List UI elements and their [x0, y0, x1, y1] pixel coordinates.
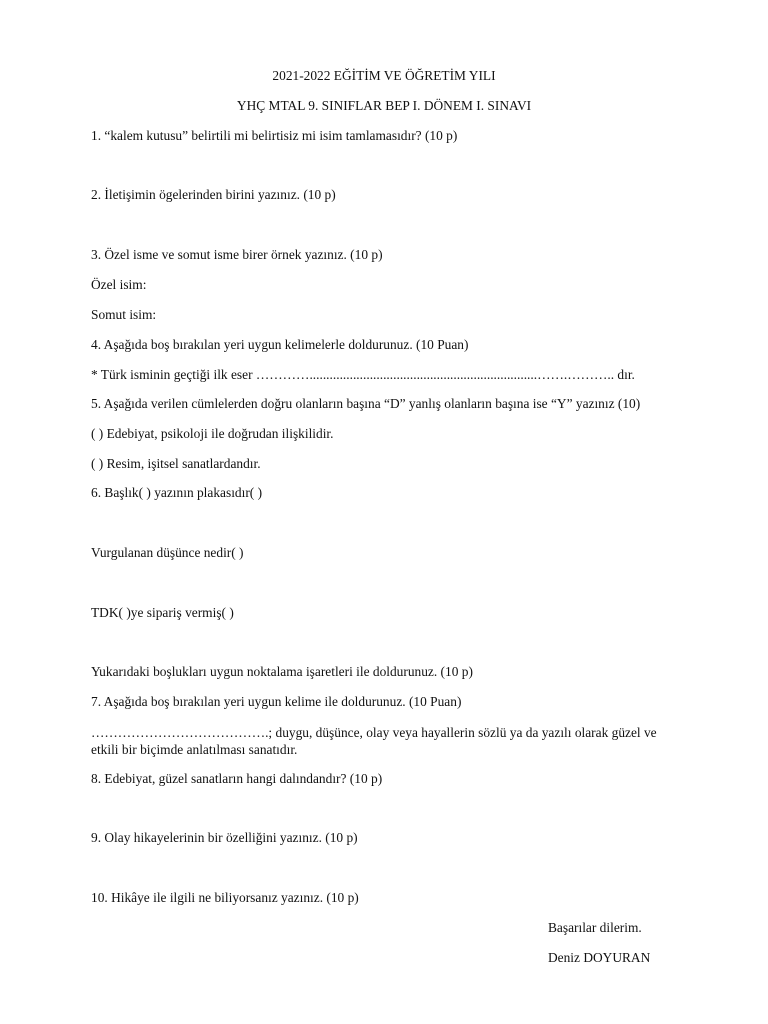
closing-wish: Başarılar dilerim. [548, 920, 642, 935]
question-1: 1. “kalem kutusu” belirtili mi belirtisiz mi isim tamlamasıdır? (10 p) [91, 128, 458, 143]
question-4-fill-blank: * Türk isminin geçtiği ilk eser …………....................................................................…….……….. dır. [91, 367, 635, 382]
year-title: 2021-2022 EĞİTİM VE ÖĞRETİM YILI [272, 68, 496, 83]
question-3: 3. Özel isme ve somut isme birer örnek yazınız. (10 p) [91, 247, 383, 262]
teacher-name: Deniz DOYURAN [548, 950, 651, 965]
question-6-sentence-b: Vurgulanan düşünce nedir( ) [91, 545, 244, 560]
question-8: 8. Edebiyat, güzel sanatların hangi dalındandır? (10 p) [91, 771, 383, 786]
question-5-statement-b: ( ) Resim, işitsel sanatlardandır. [91, 456, 261, 471]
exam-title: YHÇ MTAL 9. SINIFLAR BEP I. DÖNEM I. SINAVI [236, 98, 532, 113]
question-6-sentence-a: 6. Başlık( ) yazının plakasıdır( ) [91, 485, 263, 500]
question-7: 7. Aşağıda boş bırakılan yeri uygun kelime ile doldurunuz. (10 Puan) [91, 694, 462, 709]
concrete-noun-label: Somut isim: [91, 307, 157, 322]
question-10: 10. Hikâye ile ilgili ne biliyorsanız yazınız. (10 p) [91, 890, 359, 905]
question-2: 2. İletişimin ögelerinden birini yazınız. (10 p) [91, 187, 336, 202]
proper-noun-label: Özel isim: [91, 277, 147, 292]
question-5-statement-a: ( ) Edebiyat, psikoloji ile doğrudan ilişkilidir. [91, 426, 334, 441]
question-6-sentence-c: TDK( )ye sipariş vermiş( ) [91, 605, 234, 620]
question-6-instruction: Yukarıdaki boşlukları uygun noktalama işaretleri ile doldurunuz. (10 p) [91, 664, 473, 679]
question-5: 5. Aşağıda verilen cümlelerden doğru olanların başına “D” yanlış olanların başına ise “Y” yazınız (10) [91, 396, 641, 411]
question-4: 4. Aşağıda boş bırakılan yeri uygun kelimelerle doldurunuz. (10 Puan) [91, 337, 469, 352]
question-9: 9. Olay hikayelerinin bir özelliğini yazınız. (10 p) [91, 830, 358, 845]
question-7-fill-blank: ………………………………….; duygu, düşünce, olay veya hayallerin sözlü ya da yazılı olarak güzel ve etkili bir biçimde anlatılması sanatıdır. [91, 725, 657, 757]
